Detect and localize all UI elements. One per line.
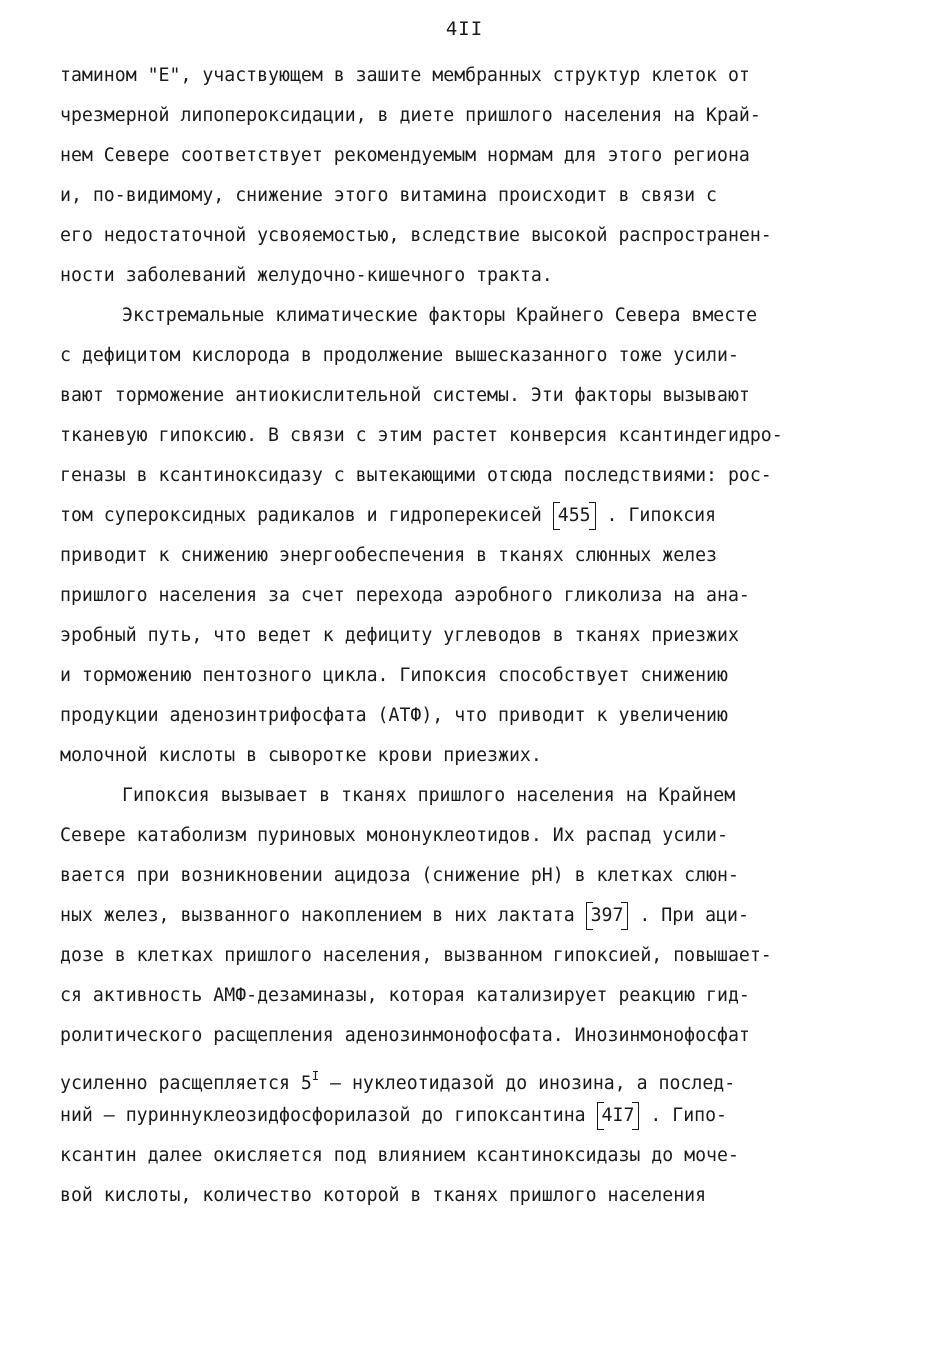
text-line: нем Севере соответствует рекомендуемым нормам для этого региона: [60, 145, 750, 166]
text-line: ксантин далее окисляется под влиянием ксантиноксидазы до моче-: [60, 1145, 739, 1166]
text-body: [60, 56, 870, 1216]
page-number: 4II: [445, 18, 484, 40]
citation-reference: 397: [586, 902, 629, 930]
text-line: чрезмерной липопероксидации, в диете пришлого населения на Край-: [60, 105, 761, 126]
text-line: усиленно расщепляется $5^I$ – нуклеотидазой до инозина, а послед-: [60, 1069, 736, 1094]
text-line: его недостаточной усвояемостью, вследствие высокой распространен-: [60, 225, 772, 246]
paragraph: [60, 776, 870, 1216]
text-line: эробный путь, что ведет к дефициту углеводов в тканях приезжих: [60, 625, 739, 646]
text-line: ных желез, вызванного накоплением в них лактата 397 . При аци-: [60, 896, 870, 936]
citation-reference: 4I7: [597, 1102, 640, 1130]
text-line: ролитического расщепления аденозинмонофосфата. Инозинмонофосфат: [60, 1025, 750, 1046]
text-line: Экстремальные климатические факторы Крайнего Севера вместе: [122, 305, 758, 326]
text-line: ся активность АМФ-дезаминазы, которая катализирует реакцию гид-: [60, 985, 750, 1006]
text-line: геназы в ксантиноксидазу с вытекающими отсюда последствиями: рос-: [60, 465, 772, 486]
text-line: приводит к снижению энергообеспечения в тканях слюнных желез: [60, 545, 717, 566]
text-line: и торможению пентозного цикла. Гипоксия способствует снижению: [60, 665, 728, 686]
text-line: вается при возникновении ацидоза (снижение рН) в клетках слюн-: [60, 865, 739, 886]
text-line: молочной кислоты в сыворотке крови приезжих.: [60, 745, 542, 766]
text-line: ний – пуриннуклеозидфосфорилазой до гипоксантина 4I7 . Гипо-: [60, 1096, 870, 1136]
paragraph: [60, 56, 870, 296]
paragraph: [60, 296, 870, 776]
text-line: пришлого населения за счет перехода аэробного гликолиза на ана-: [60, 585, 750, 606]
text-line: вают торможение антиокислительной системы. Эти факторы вызывают: [60, 385, 750, 406]
text-line: Гипоксия вызывает в тканях пришлого населения на Крайнем: [122, 785, 736, 806]
text-line: и, по-видимому, снижение этого витамина происходит в связи с: [60, 185, 717, 206]
text-line: тамином "Е", участвующем в зашите мембранных структур клеток от: [60, 65, 750, 86]
text-line: дозе в клетках пришлого населения, вызванном гипоксией, повышает-: [60, 945, 772, 966]
text-line: с дефицитом кислорода в продолжение вышесказанного тоже усили-: [60, 345, 739, 366]
text-line: продукции аденозинтрифосфата (АТФ), что приводит к увеличению: [60, 705, 728, 726]
superscript: I: [311, 1069, 320, 1083]
text-line: Севере катаболизм пуриновых мононуклеотидов. Их распад усили-: [60, 825, 728, 846]
text-line: вой кислоты, количество которой в тканях пришлого населения: [60, 1185, 707, 1206]
text-line: том супероксидных радикалов и гидроперекисей 455 . Гипоксия: [60, 496, 870, 536]
citation-reference: 455: [553, 502, 596, 530]
text-line: тканевую гипоксию. В связи с этим растет конверсия ксантиндегидро-: [60, 425, 783, 446]
text-line: ности заболеваний желудочно-кишечного тракта.: [60, 265, 553, 286]
